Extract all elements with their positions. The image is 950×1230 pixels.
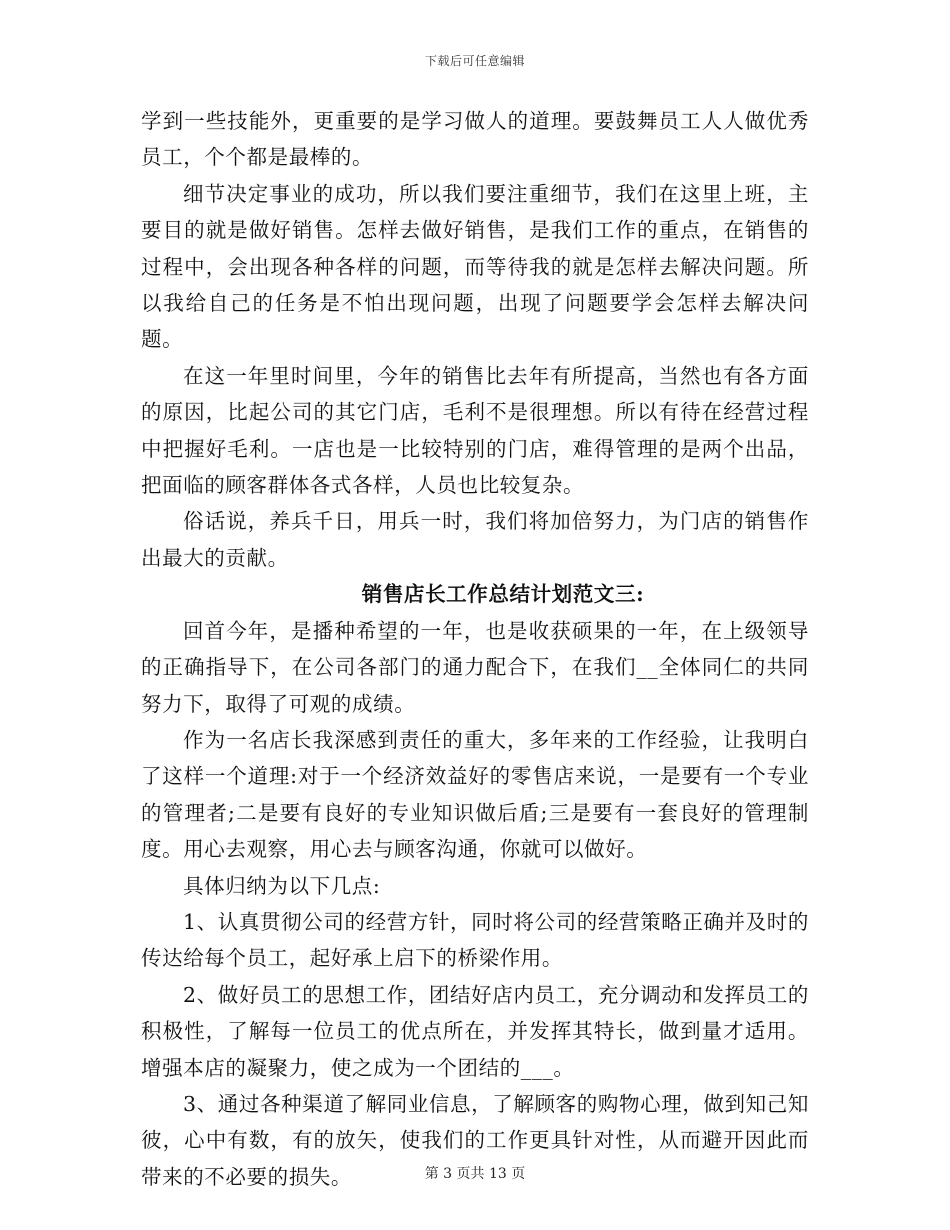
list-item-2: 2、做好员工的思想工作，团结好店内员工，充分调动和发挥员工的积极性，了解每一位员工的优点所在，并发挥其特长，做到量才适用。增强本店的凝聚力，使之成为一个团结的___。 — [141, 982, 809, 1080]
paragraph-summary-intro: 具体归纳为以下几点: — [183, 873, 381, 898]
paragraph-manager-role: 作为一名店长我深感到责任的重大，多年来的工作经验，让我明白了这样一个道理:对于一个经济效益好的零售店来说，一是要有一个专业的管理者;二是要有良好的专业知识做后盾;三是要有一套良好的管理制度。用心去观察，用心去与顾客沟通，你就可以做好。 — [141, 727, 809, 862]
paragraph-review: 回首今年，是播种希望的一年，也是收获硕果的一年，在上级领导的正确指导下，在公司各部门的通力配合下，在我们__全体同仁的共同努力下，取得了可观的成绩。 — [141, 618, 809, 716]
paragraph-continuation: 学到一些技能外，更重要的是学习做人的道理。要鼓舞员工人人做优秀员工，个个都是最棒的。 — [141, 109, 809, 170]
page-header-note: 下载后可任意编辑 — [424, 54, 525, 68]
document-body — [141, 103, 809, 1195]
page-number: 第 3 页共 13 页 — [424, 1166, 526, 1182]
list-item-3: 3、通过各种渠道了解同业信息，了解顾客的购物心理，做到知己知彼，心中有数，有的放矢，使我们的工作更具针对性，从而避开因此而带来的不必要的损失。 — [141, 1091, 809, 1189]
list-item-1: 1、认真贯彻公司的经营方针，同时将公司的经营策略正确并及时的传达给每个员工，起好承上启下的桥梁作用。 — [141, 909, 809, 971]
paragraph-year-sales: 在这一年里时间里，今年的销售比去年有所提高，当然也有各方面的原因，比起公司的其它门店，毛利不是很理想。所以有待在经营过程中把握好毛利。一店也是一比较特别的门店，难得管理的是两个出品，把面临的顾客群体各式各样，人员也比较复杂。 — [141, 363, 809, 498]
section-heading: 销售店长工作总结计划范文三: — [361, 582, 645, 607]
paragraph-details: 细节决定事业的成功，所以我们要注重细节，我们在这里上班，主要目的就是做好销售。怎样去做好销售，是我们工作的重点，在销售的过程中，会出现各种各样的问题，而等待我的就是怎样去解决问题。所以我给自己的任务是不怕出现问题，出现了问题要学会怎样去解决问题。 — [141, 181, 809, 352]
paragraph-proverb: 俗话说，养兵千日，用兵一时，我们将加倍努力，为门店的销售作出最大的贡献。 — [141, 509, 809, 570]
